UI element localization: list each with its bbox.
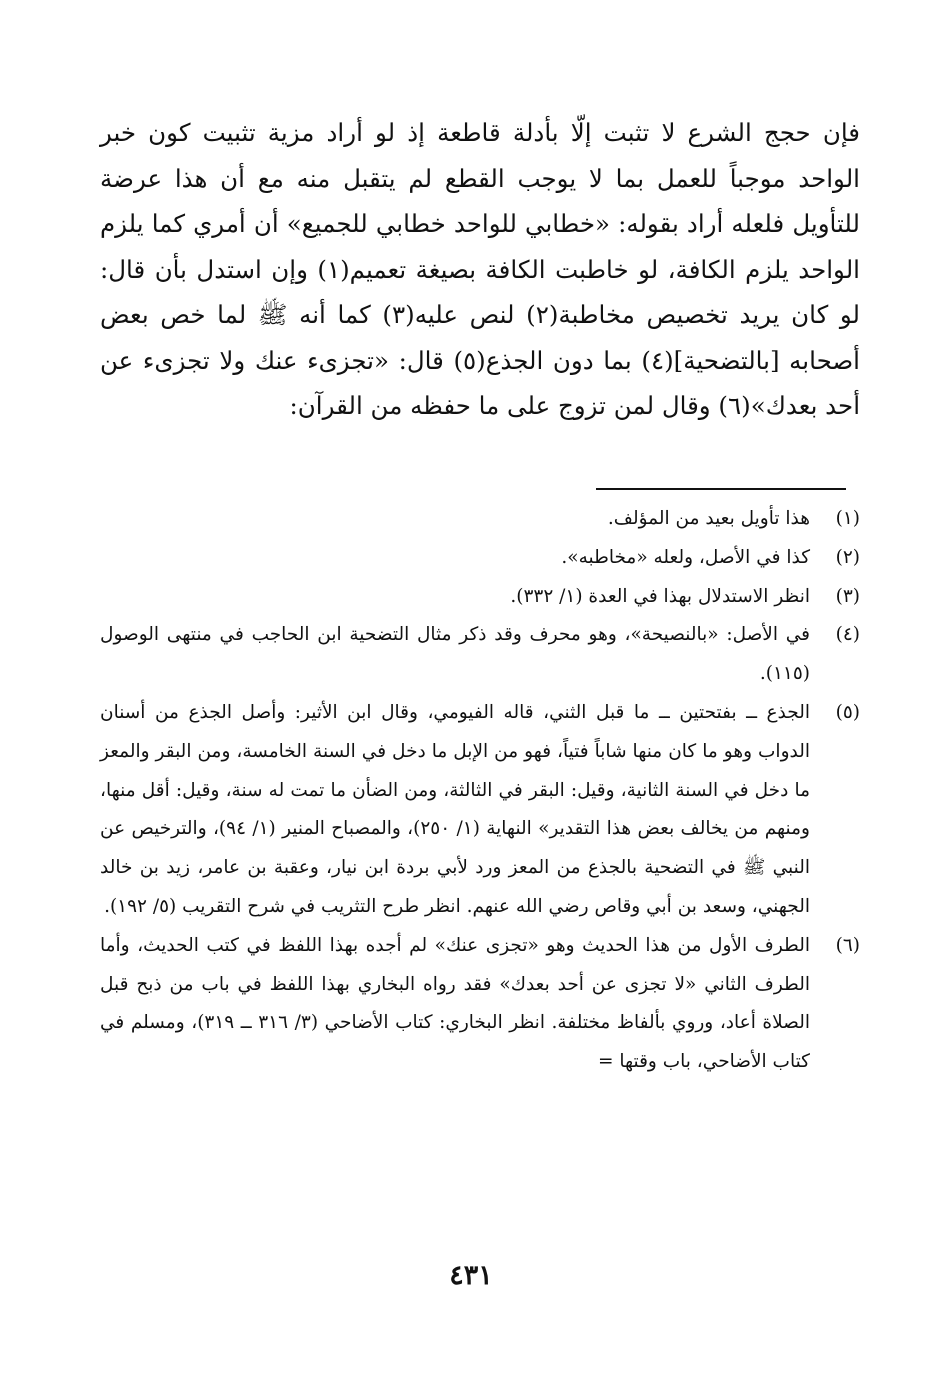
footnote-number: (٤) [835, 624, 860, 646]
footnote-text: انظر الاستدلال بهذا في العدة (١/ ٣٣٢). [510, 585, 810, 607]
footnote-text: الجذع ــ بفتحتين ــ ما قبل الثني، قاله الفيومي، وقال ابن الأثير: وأصل الجذع من أسنان الدواب وهو ما كان منها شاباً فتياً، فهو من الإبل ما دخل في السنة الخامسة، ومن البقر والمعز ما دخل في السنة الثانية، وقيل: البقر في الثالثة، ومن الضأن ما تمت له سنة، وقيل: أقل منها، ومنهم من يخالف بعض هذا التقدير» النهاية (١/ ٢٥٠)، والمصباح المنير (١/ ٩٤)، والترخيص عن النبي ﷺ في التضحية بالجذع من المعز ورد لأبي بردة ابن نيار، وعقبة بن عامر، زيد بن خالد الجهني، وسعد بن أبي وقاص رضي الله عنهم. انظر طرح التثريب في شرح التقريب (٥/ ١٩٢). [100, 701, 810, 917]
footnote [100, 694, 860, 927]
footnote-text: الطرف الأول من هذا الحديث وهو «تجزى عنك» لم أجده بهذا اللفظ في كتب الحديث، وأما الطرف الثاني «لا تجزى عن أحد بعدك» فقد رواه البخاري بهذا اللفظ في باب من ذبح قبل الصلاة أعاد، وروي بألفاظ مختلفة. انظر البخاري: كتاب الأضاحي (٣/ ٣١٦ ــ ٣١٩)، ومسلم في كتاب الأضاحي، باب وقتها = [100, 934, 810, 1073]
footnote-text: هذا تأويل بعيد من المؤلف. [607, 508, 810, 529]
footnotes [100, 500, 860, 1082]
footnote-number: (٢) [835, 546, 860, 568]
footnote-number: (٥) [835, 701, 860, 723]
page-number: ٤٣١ [449, 1260, 493, 1291]
footnote [100, 539, 860, 578]
footnote-separator [596, 488, 846, 490]
footnote [100, 500, 860, 539]
footnote-number: (٦) [835, 934, 860, 956]
footnote-text: في الأصل: «بالنصيحة»، وهو محرف وقد ذكر مثال التضحية ابن الحاجب في منتهى الوصول (١١٥). [100, 624, 810, 685]
main-text-block [100, 110, 860, 429]
footnote-number: (١) [835, 508, 860, 529]
main-paragraph: فإن حجج الشرع لا تثبت إلّا بأدلة قاطعة إذ لو أراد مزية تثبيت كون خبر الواحد موجباً للعمل بما لا يوجب القطع لم يتقبل منه مع أن هذا عرضة للتأويل فلعله أراد بقوله: «خطابي للواحد خطابي للجميع» أن أمري كما يلزم الواحد يلزم الكافة، لو خاطبت الكافة بصيغة تعميم(١) وإن استدل بأن قال: لو كان يريد تخصيص مخاطبة(٢) لنص عليه(٣) كما أنه ﷺ لما خص بعض أصحابه [بالتضحية](٤) بما دون الجذع(٥) قال: «تجزىء عنك ولا تجزىء عن أحد بعدك»(٦) وقال لمن تزوج على ما حفظه من القرآن: [100, 118, 861, 420]
footnote [100, 616, 860, 694]
footnote-text: كذا في الأصل، ولعله «مخاطبه». [561, 546, 810, 568]
footnote-number: (٣) [835, 585, 860, 607]
footnote [100, 578, 860, 617]
footnote [100, 927, 860, 1082]
